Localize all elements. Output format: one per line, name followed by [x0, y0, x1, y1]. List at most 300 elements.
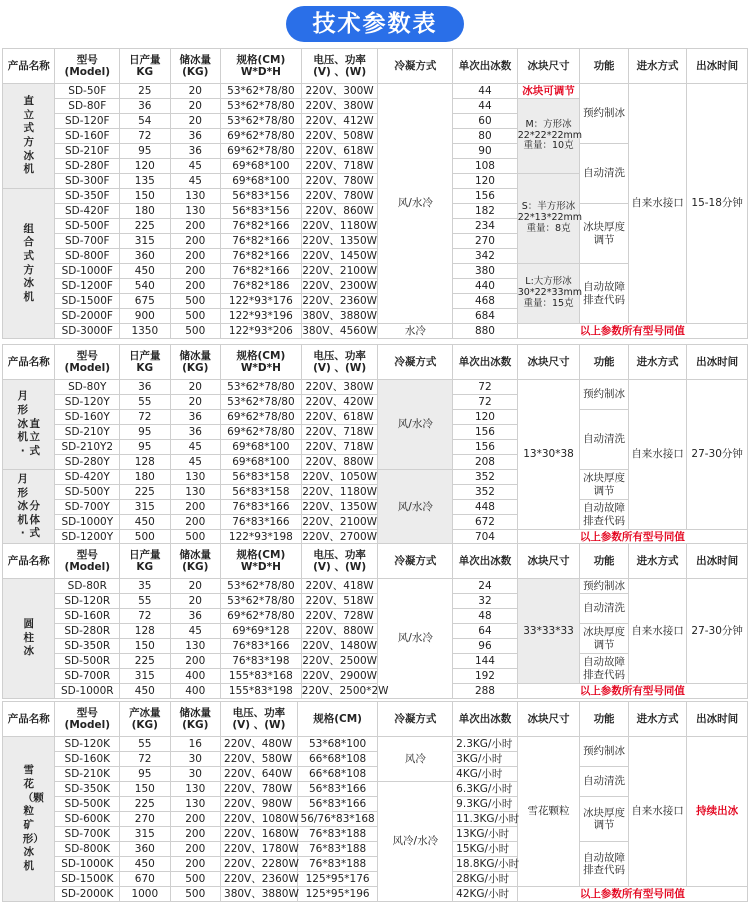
daily-output: 72: [120, 410, 170, 425]
dimensions: 122*93*198: [221, 530, 302, 545]
dimensions: 69*68*100: [221, 440, 302, 455]
model: SD-350F: [55, 189, 120, 204]
product-name: 月形冰机·直立式: [3, 380, 55, 470]
ice-size: 33*33*33: [517, 579, 580, 684]
model: SD-700Y: [55, 500, 120, 515]
water-inlet: 自来水接口: [628, 579, 687, 684]
per-batch: 156: [453, 440, 518, 455]
ice-size-l: L:大方形冰 30*22*33mm 重量：15克: [517, 264, 580, 324]
power: 220V、1080W: [221, 812, 298, 827]
col-function: 功能: [580, 702, 628, 737]
daily-output: 128: [120, 624, 170, 639]
col-model: 型号 (Model): [55, 345, 120, 380]
per-batch: 96: [453, 639, 518, 654]
per-batch: 72: [453, 380, 518, 395]
storage: 200: [170, 279, 220, 294]
power: 220V、2700W: [302, 530, 378, 543]
daily-output: 35: [120, 579, 170, 594]
function-item: 冰块厚度 调节: [580, 797, 628, 842]
model: SD-1000Y: [55, 515, 120, 530]
header-row: [3, 49, 748, 84]
storage: 200: [170, 219, 220, 234]
per-batch: 80: [453, 129, 518, 144]
model: SD-600K: [55, 812, 120, 827]
dimensions: 66*68*108: [297, 752, 378, 767]
per-batch: 342: [453, 249, 518, 264]
ice-size-s: S：半方形冰 22*13*22mm 重量：8克: [517, 174, 580, 264]
cooling-method: 风/水冷: [378, 84, 453, 324]
daily-output: 1000: [120, 887, 170, 902]
model: SD-500F: [55, 219, 120, 234]
daily-output: 225: [120, 485, 170, 500]
daily-output: 72: [120, 129, 170, 144]
daily-output: 95: [120, 440, 170, 455]
table-row: [3, 324, 748, 339]
power: 220V、1780W: [221, 842, 298, 857]
model: SD-120Y: [55, 395, 120, 410]
col-model: 型号 (Model): [55, 702, 120, 737]
storage: 130: [170, 470, 220, 485]
per-batch: 2.3KG/小时: [453, 737, 518, 752]
daily-output: 675: [120, 294, 170, 309]
storage: 45: [170, 440, 220, 455]
col-name: 产品名称: [3, 702, 55, 737]
daily-output: 72: [120, 609, 170, 624]
daily-output: 128: [120, 455, 170, 470]
table-flake-ice: [2, 701, 748, 902]
col-cooling: 冷凝方式: [378, 544, 453, 579]
power: 220V、618W: [301, 410, 378, 425]
dimensions: 76*83*166: [221, 500, 302, 515]
table-row: [3, 684, 748, 699]
per-batch: 352: [453, 470, 518, 485]
ice-time: 持续出冰: [687, 737, 748, 887]
storage: 20: [170, 99, 220, 114]
daily-output: 72: [120, 752, 170, 767]
per-batch: 270: [453, 234, 518, 249]
dimensions: 56*83*156: [221, 189, 302, 204]
model: SD-1500K: [55, 872, 120, 887]
power: 220V、1680W: [221, 827, 298, 842]
model: SD-300F: [55, 174, 120, 189]
dimensions: 76*83*198: [221, 654, 302, 669]
col-daily: 产冰量 (KG): [120, 702, 170, 737]
table-row: [3, 887, 748, 902]
col-model: 型号 (Model): [55, 49, 120, 84]
function-item: 自动清洗: [580, 594, 628, 624]
col-power: 电压、功率 (V) 、(W): [221, 702, 298, 737]
dimensions: 76*83*166: [221, 639, 302, 654]
model: SD-800F: [55, 249, 120, 264]
col-time: 出冰时间: [687, 702, 748, 737]
per-batch: 468: [453, 294, 518, 309]
function-item: 自动清洗: [580, 767, 628, 797]
model: SD-160K: [55, 752, 120, 767]
function-item: 预约制冰: [580, 737, 628, 767]
col-cooling: 冷凝方式: [378, 49, 453, 84]
daily-output: 500: [120, 530, 170, 545]
dimensions: 56*83*158: [221, 470, 302, 485]
col-batch: 单次出冰数: [453, 49, 518, 84]
per-batch: 9.3KG/小时: [453, 797, 518, 812]
per-batch: 90: [453, 144, 518, 159]
per-batch: 44: [453, 99, 518, 114]
col-cooling: 冷凝方式: [378, 345, 453, 380]
model: SD-1500F: [55, 294, 120, 309]
model: SD-420Y: [55, 470, 120, 485]
daily-output: 450: [120, 684, 170, 699]
per-batch: 208: [453, 455, 518, 470]
power: 220V、480W: [221, 737, 298, 752]
dimensions: 155*83*198: [221, 684, 302, 699]
per-batch: 28KG/小时: [453, 872, 518, 887]
page-title: 技术参数表: [286, 6, 464, 42]
model: SD-160F: [55, 129, 120, 144]
col-water: 进水方式: [628, 544, 687, 579]
cooling-method: 水冷: [378, 324, 453, 339]
storage: 200: [170, 249, 220, 264]
header-row: [3, 345, 748, 380]
storage: 30: [170, 767, 220, 782]
model: SD-1200F: [55, 279, 120, 294]
col-model: 型号 (Model): [55, 544, 120, 579]
col-ice: 冰块尺寸: [517, 49, 580, 84]
daily-output: 55: [120, 594, 170, 609]
col-time: 出冰时间: [687, 345, 748, 380]
table-row: [3, 380, 748, 395]
function-item: 预约制冰: [580, 84, 628, 144]
storage: 20: [170, 84, 220, 99]
daily-output: 450: [120, 857, 170, 872]
power: 220V、2100W: [302, 515, 378, 528]
daily-output: 450: [120, 264, 170, 279]
dimensions: 76*82*166: [221, 219, 302, 234]
function-item: 冰块厚度 调节: [580, 204, 628, 264]
model: SD-1000K: [55, 857, 120, 872]
model: SD-500R: [55, 654, 120, 669]
storage: 500: [170, 309, 220, 324]
ice-size: 13*30*38: [517, 380, 580, 530]
power: 220V、1350W: [302, 234, 378, 247]
model: SD-80F: [55, 99, 120, 114]
water-inlet: 自来水接口: [628, 737, 687, 887]
storage: 45: [170, 455, 220, 470]
per-batch: 288: [453, 684, 518, 699]
col-ice: 冰块尺寸: [517, 345, 580, 380]
col-name: 产品名称: [3, 544, 55, 579]
per-batch: 144: [453, 654, 518, 669]
model: SD-280R: [55, 624, 120, 639]
title-bar: [0, 0, 750, 44]
per-batch: 448: [453, 500, 518, 515]
dimensions: 53*62*78/80: [221, 395, 302, 410]
storage: 36: [170, 425, 220, 440]
storage: 130: [170, 782, 220, 797]
power: 220V、780W: [221, 782, 298, 797]
dimensions: 69*68*100: [221, 455, 302, 470]
dimensions: 53*62*78/80: [221, 579, 302, 594]
col-batch: 单次出冰数: [453, 544, 518, 579]
col-batch: 单次出冰数: [453, 345, 518, 380]
daily-output: 360: [120, 842, 170, 857]
storage: 130: [170, 204, 220, 219]
storage: 400: [170, 684, 220, 699]
storage: 200: [170, 234, 220, 249]
per-batch: 18.8KG/小时: [453, 857, 518, 872]
function-item: 自动故障 排查代码: [580, 842, 628, 887]
daily-output: 95: [120, 425, 170, 440]
storage: 20: [170, 395, 220, 410]
per-batch: 352: [453, 485, 518, 500]
per-batch: 684: [453, 309, 518, 324]
power: 220V、880W: [301, 455, 378, 470]
water-inlet: 自来水接口: [628, 380, 687, 530]
model: SD-420F: [55, 204, 120, 219]
power: 220V、718W: [301, 425, 378, 440]
function-item: 自动清洗: [580, 410, 628, 470]
storage: 200: [170, 857, 220, 872]
col-time: 出冰时间: [687, 544, 748, 579]
col-function: 功能: [580, 49, 628, 84]
per-batch: 42KG/小时: [453, 887, 518, 902]
per-batch: 3KG/小时: [453, 752, 518, 767]
dimensions: 53*62*78/80: [221, 380, 302, 395]
daily-output: 95: [120, 144, 170, 159]
dimensions: 53*62*78/80: [221, 114, 302, 129]
model: SD-280F: [55, 159, 120, 174]
col-daily: 日产量 KG: [120, 345, 170, 380]
daily-output: 55: [120, 395, 170, 410]
cooling-method: 风/水冷: [378, 579, 453, 699]
product-name: 月形冰机·分体式: [3, 470, 55, 545]
model: SD-210Y: [55, 425, 120, 440]
per-batch: 120: [453, 174, 518, 189]
storage: 45: [170, 624, 220, 639]
storage: 36: [170, 609, 220, 624]
dimensions: 69*68*100: [221, 174, 302, 189]
dimensions: 69*68*100: [221, 159, 302, 174]
per-batch: 48: [453, 609, 518, 624]
dimensions: 122*93*206: [221, 324, 302, 339]
model: SD-3000F: [55, 324, 120, 339]
per-batch: 44: [453, 84, 518, 99]
storage: 30: [170, 752, 220, 767]
power: 220V、380W: [301, 99, 378, 114]
model: SD-350K: [55, 782, 120, 797]
col-function: 功能: [580, 544, 628, 579]
model: SD-120F: [55, 114, 120, 129]
table-crescent-ice: [2, 344, 748, 545]
daily-output: 315: [120, 827, 170, 842]
model: SD-210F: [55, 144, 120, 159]
model: SD-120R: [55, 594, 120, 609]
function-item: 预约制冰: [580, 380, 628, 410]
dimensions: 76*82*166: [221, 264, 302, 279]
ice-time: 15-18分钟: [687, 84, 748, 324]
ice-size-note: 冰块可调节: [517, 84, 580, 99]
power: 220V、618W: [301, 144, 378, 159]
per-batch: 72: [453, 395, 518, 410]
per-batch: 192: [453, 669, 518, 684]
dimensions: 122*93*196: [221, 309, 302, 324]
model: SD-2000K: [55, 887, 120, 902]
storage: 20: [170, 594, 220, 609]
cooling-method: 风冷: [378, 737, 453, 782]
table-row: [3, 737, 748, 752]
storage: 200: [170, 264, 220, 279]
power: 220V、1480W: [302, 639, 378, 652]
col-ice: 冰块尺寸: [517, 702, 580, 737]
daily-output: 150: [120, 189, 170, 204]
power: 380V、3880W: [302, 309, 378, 322]
dimensions: 69*62*78/80: [221, 425, 302, 440]
col-name: 产品名称: [3, 345, 55, 380]
storage: 400: [170, 669, 220, 684]
col-cooling: 冷凝方式: [378, 702, 453, 737]
ice-size: 雪花颗粒: [517, 737, 580, 887]
per-batch: 120: [453, 410, 518, 425]
model: SD-500K: [55, 797, 120, 812]
power: 220V、860W: [301, 204, 378, 219]
per-batch: 108: [453, 159, 518, 174]
function-item: 自动故障 排查代码: [580, 654, 628, 684]
storage: 36: [170, 144, 220, 159]
note: 以上参数所有型号同值: [517, 530, 747, 545]
dimensions: 125*95*196: [297, 887, 378, 902]
per-batch: 672: [453, 515, 518, 530]
daily-output: 270: [120, 812, 170, 827]
dimensions: 76*82*186: [221, 279, 302, 294]
model: SD-1200Y: [55, 530, 120, 545]
storage: 200: [170, 842, 220, 857]
daily-output: 54: [120, 114, 170, 129]
table-row: [3, 579, 748, 594]
daily-output: 670: [120, 872, 170, 887]
dimensions: 76*83*188: [297, 827, 378, 842]
dimensions: 53*62*78/80: [221, 99, 302, 114]
storage: 200: [170, 812, 220, 827]
model: SD-80Y: [55, 380, 120, 395]
dimensions: 53*62*78/80: [221, 594, 302, 609]
function-item: 自动故障 排查代码: [580, 264, 628, 324]
storage: 45: [170, 159, 220, 174]
storage: 200: [170, 654, 220, 669]
power: 220V、2900W: [302, 669, 378, 682]
power: 220V、2280W: [221, 857, 298, 872]
power: 220V、1180W: [302, 485, 378, 498]
daily-output: 25: [120, 84, 170, 99]
cooling-method: 风/水冷: [378, 470, 453, 545]
model: SD-210K: [55, 767, 120, 782]
power: 220V、1450W: [302, 249, 378, 262]
product-name: 雪花（颗粒矿形）冰机: [3, 737, 55, 902]
col-power: 电压、功率 (V) 、(W): [301, 49, 378, 84]
per-batch: 380: [453, 264, 518, 279]
function-item: 冰块厚度 调节: [580, 470, 628, 500]
daily-output: 150: [120, 639, 170, 654]
function-item: 自动清洗: [580, 144, 628, 204]
model: SD-1000F: [55, 264, 120, 279]
col-power: 电压、功率 (V) 、(W): [301, 544, 378, 579]
col-size: 规格(CM) W*D*H: [221, 49, 302, 84]
storage: 200: [170, 515, 220, 530]
model: SD-120K: [55, 737, 120, 752]
dimensions: 69*62*78/80: [221, 144, 302, 159]
per-batch: 4KG/小时: [453, 767, 518, 782]
note: 以上参数所有型号同值: [517, 684, 747, 699]
col-daily: 日产量 KG: [120, 544, 170, 579]
daily-output: 315: [120, 500, 170, 515]
power: 220V、880W: [301, 624, 378, 639]
daily-output: 540: [120, 279, 170, 294]
model: SD-280Y: [55, 455, 120, 470]
dimensions: 69*62*78/80: [221, 410, 302, 425]
product-name: 组合式方冰机: [3, 189, 55, 339]
power: 220V、780W: [301, 174, 378, 189]
power: 380V、3880W: [221, 887, 298, 902]
power: 220V、2500W: [302, 654, 378, 667]
per-batch: 11.3KG/小时: [453, 812, 518, 827]
per-batch: 156: [453, 189, 518, 204]
model: SD-160R: [55, 609, 120, 624]
per-batch: 880: [453, 324, 518, 339]
function-item: 冰块厚度 调节: [580, 624, 628, 654]
per-batch: 704: [453, 530, 518, 545]
note: 以上参数所有型号同值: [517, 324, 747, 339]
per-batch: 6.3KG/小时: [453, 782, 518, 797]
daily-output: 315: [120, 234, 170, 249]
col-size: 规格(CM): [297, 702, 378, 737]
dimensions: 56*83*166: [297, 797, 378, 812]
daily-output: 360: [120, 249, 170, 264]
col-storage: 储冰量 (KG): [170, 702, 220, 737]
model: SD-2000F: [55, 309, 120, 324]
storage: 500: [170, 887, 220, 902]
daily-output: 225: [120, 654, 170, 669]
col-storage: 储冰量 (KG): [170, 49, 220, 84]
power: 220V、418W: [301, 579, 378, 594]
power: 220V、718W: [301, 159, 378, 174]
daily-output: 95: [120, 767, 170, 782]
storage: 500: [170, 324, 220, 339]
col-daily: 日产量 KG: [120, 49, 170, 84]
col-name: 产品名称: [3, 49, 55, 84]
daily-output: 36: [120, 380, 170, 395]
storage: 20: [170, 114, 220, 129]
daily-output: 150: [120, 782, 170, 797]
dimensions: 76*83*166: [221, 515, 302, 530]
power: 220V、1180W: [302, 219, 378, 232]
header-row: [3, 544, 748, 579]
model: SD-210Y2: [55, 440, 120, 455]
product-name: 圆柱冰: [3, 579, 55, 699]
daily-output: 225: [120, 219, 170, 234]
daily-output: 1350: [120, 324, 170, 339]
daily-output: 450: [120, 515, 170, 530]
per-batch: 60: [453, 114, 518, 129]
cooling-method: 风/水冷: [378, 380, 453, 470]
col-storage: 储冰量 (KG): [170, 345, 220, 380]
dimensions: 56/76*83*168: [297, 812, 378, 827]
model: SD-350R: [55, 639, 120, 654]
per-batch: 64: [453, 624, 518, 639]
storage: 500: [170, 530, 220, 545]
dimensions: 122*93*176: [221, 294, 302, 309]
power: 220V、1050W: [302, 470, 378, 483]
table-cylinder-ice: [2, 543, 748, 699]
power: 220V、380W: [301, 380, 378, 395]
model: SD-700F: [55, 234, 120, 249]
